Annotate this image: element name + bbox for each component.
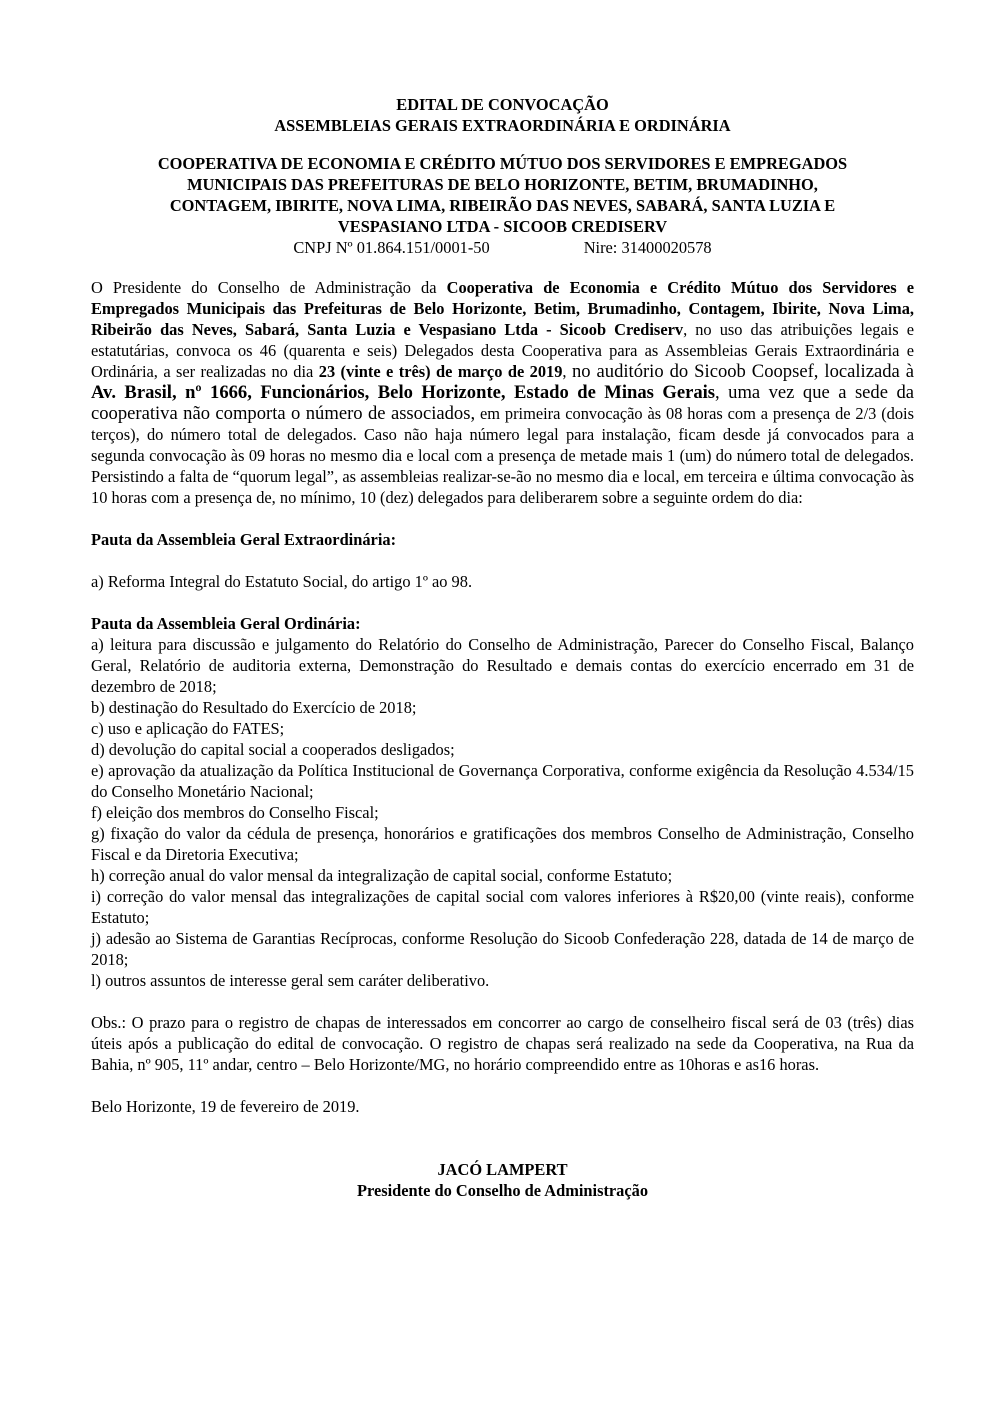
title-line-1: EDITAL DE CONVOCAÇÃO	[396, 95, 609, 114]
title-line-2: ASSEMBLEIAS GERAIS EXTRAORDINÁRIA E ORDINÁRIA	[274, 116, 731, 135]
agenda-item: i) correção do valor mensal das integralizações de capital social com valores inferiores à R$20,00 (vinte reais), conforme Estatuto;	[91, 887, 914, 927]
meeting-date: 23 (vinte e três) de março de 2019	[318, 362, 563, 381]
intro-text-1: O Presidente do Conselho de Administração da	[91, 278, 447, 297]
coop-line-4: VESPASIANO LTDA - SICOOB CREDISERV	[337, 217, 668, 236]
ordinary-agenda-list	[91, 634, 914, 991]
extraordinary-agenda-title: Pauta da Assembleia Geral Extraordinária:	[91, 530, 397, 549]
ordinary-agenda-title: Pauta da Assembleia Geral Ordinária:	[91, 614, 361, 633]
document-title	[91, 94, 914, 136]
intro-text-5: em primeira convocação às 08 horas com a presença de 2/3 (dois terços), do número total de delegados. Caso não haja número legal para instalação, ficam desde já convocados para a segunda convocação às 09 horas no mesmo dia e local com a presença de metade mais 1 (um) do número total de delegados. Persistindo a falta de “quorum legal”, as assembleias realizar-se-ão no mesmo dia e local, em terceira e última convocação às 10 horas com a presença de, no mínimo, 10 (dez) delegados para deliberarem sobre a seguinte ordem do dia:	[91, 404, 914, 507]
coop-line-3: CONTAGEM, IBIRITE, NOVA LIMA, RIBEIRÃO DAS NEVES, SABARÁ, SANTA LUZIA E	[169, 196, 836, 215]
agenda-item: d) devolução do capital social a cooperados desligados;	[91, 740, 455, 759]
document-page	[91, 94, 914, 1201]
agenda-item: l) outros assuntos de interesse geral sem caráter deliberativo.	[91, 971, 490, 990]
intro-text-2: , no uso das atribuições legais e estatutárias, convoca os 46 (quarenta e seis) Delegados desta Cooperativa para as Assembleias Gerais Extraordinária e Ordinária, a ser realizadas no dia	[91, 320, 914, 381]
agenda-item: f) eleição dos membros do Conselho Fiscal;	[91, 803, 379, 822]
signature-block	[91, 1159, 914, 1201]
intro-text-4: , uma vez que a sede da cooperativa não comporta o número de associados,	[91, 382, 914, 424]
cnpj-number: CNPJ Nº 01.864.151/0001-50	[293, 238, 490, 257]
agenda-item: j) adesão ao Sistema de Garantias Recíprocas, conforme Resolução do Sicoob Confederação 228, datada de 14 de março de 2018;	[91, 929, 914, 969]
intro-text-3: ,	[562, 362, 572, 381]
agenda-item: g) fixação do valor da cédula de presença, honorários e gratificações dos membros Conselho de Administração, Conselho Fiscal e da Diretoria Executiva;	[91, 824, 914, 864]
coop-line-2: MUNICIPAIS DAS PREFEITURAS DE BELO HORIZONTE, BETIM, BRUMADINHO,	[187, 175, 818, 194]
agenda-item: a) leitura para discussão e julgamento do Relatório do Conselho de Administração, Parecer do Conselho Fiscal, Balanço Geral, Relatório de auditoria externa, Demonstração do Resultado e demais contas do exercício encerrado em 31 de dezembro de 2018;	[91, 635, 914, 696]
signatory-role: Presidente do Conselho de Administração	[356, 1181, 649, 1200]
nire-number: Nire: 31400020578	[583, 238, 712, 257]
coop-line-1: COOPERATIVA DE ECONOMIA E CRÉDITO MÚTUO DOS SERVIDORES E EMPREGADOS	[157, 154, 848, 173]
cooperative-name	[91, 153, 914, 237]
agenda-item: h) correção anual do valor mensal da integralização de capital social, conforme Estatuto;	[91, 866, 673, 885]
agenda-item: b) destinação do Resultado do Exercício de 2018;	[91, 698, 417, 717]
registration-line	[91, 237, 914, 258]
place-and-date: Belo Horizonte, 19 de fevereiro de 2019.	[91, 1097, 360, 1116]
signatory-name: JACÓ LAMPERT	[437, 1160, 568, 1179]
agenda-item: a) Reforma Integral do Estatuto Social, do artigo 1º ao 98.	[91, 572, 473, 591]
agenda-item: e) aprovação da atualização da Política Institucional de Governança Corporativa, conforme exigência da Resolução 4.534/15 do Conselho Monetário Nacional;	[91, 761, 914, 801]
extraordinary-agenda-list	[91, 571, 914, 592]
observation-paragraph: Obs.: O prazo para o registro de chapas de interessados em concorrer ao cargo de conselheiro fiscal será de 03 (três) dias úteis após a publicação do edital de convocação. O registro de chapas será realizado na sede da Cooperativa, na Rua da Bahia, nº 905, 11º andar, centro – Belo Horizonte/MG, no horário compreendido entre as 10horas e as16 horas.	[91, 1013, 914, 1074]
intro-paragraph	[91, 277, 914, 508]
agenda-item: c) uso e aplicação do FATES;	[91, 719, 285, 738]
intro-cooperative-name: Cooperativa de Economia e Crédito Mútuo dos Servidores e Empregados Municipais das Prefeituras de Belo Horizonte, Betim, Brumadinho, Contagem, Ibirite, Nova Lima, Ribeirão das Neves, Sabará, Santa Luzia e Vespasiano Ltda - Sicoob Crediserv	[91, 278, 915, 339]
intro-venue-text: no auditório do Sicoob Coopsef, localizada à	[571, 361, 914, 382]
meeting-address: Av. Brasil, nº 1666, Funcionários, Belo Horizonte, Estado de Minas Gerais	[91, 382, 716, 403]
